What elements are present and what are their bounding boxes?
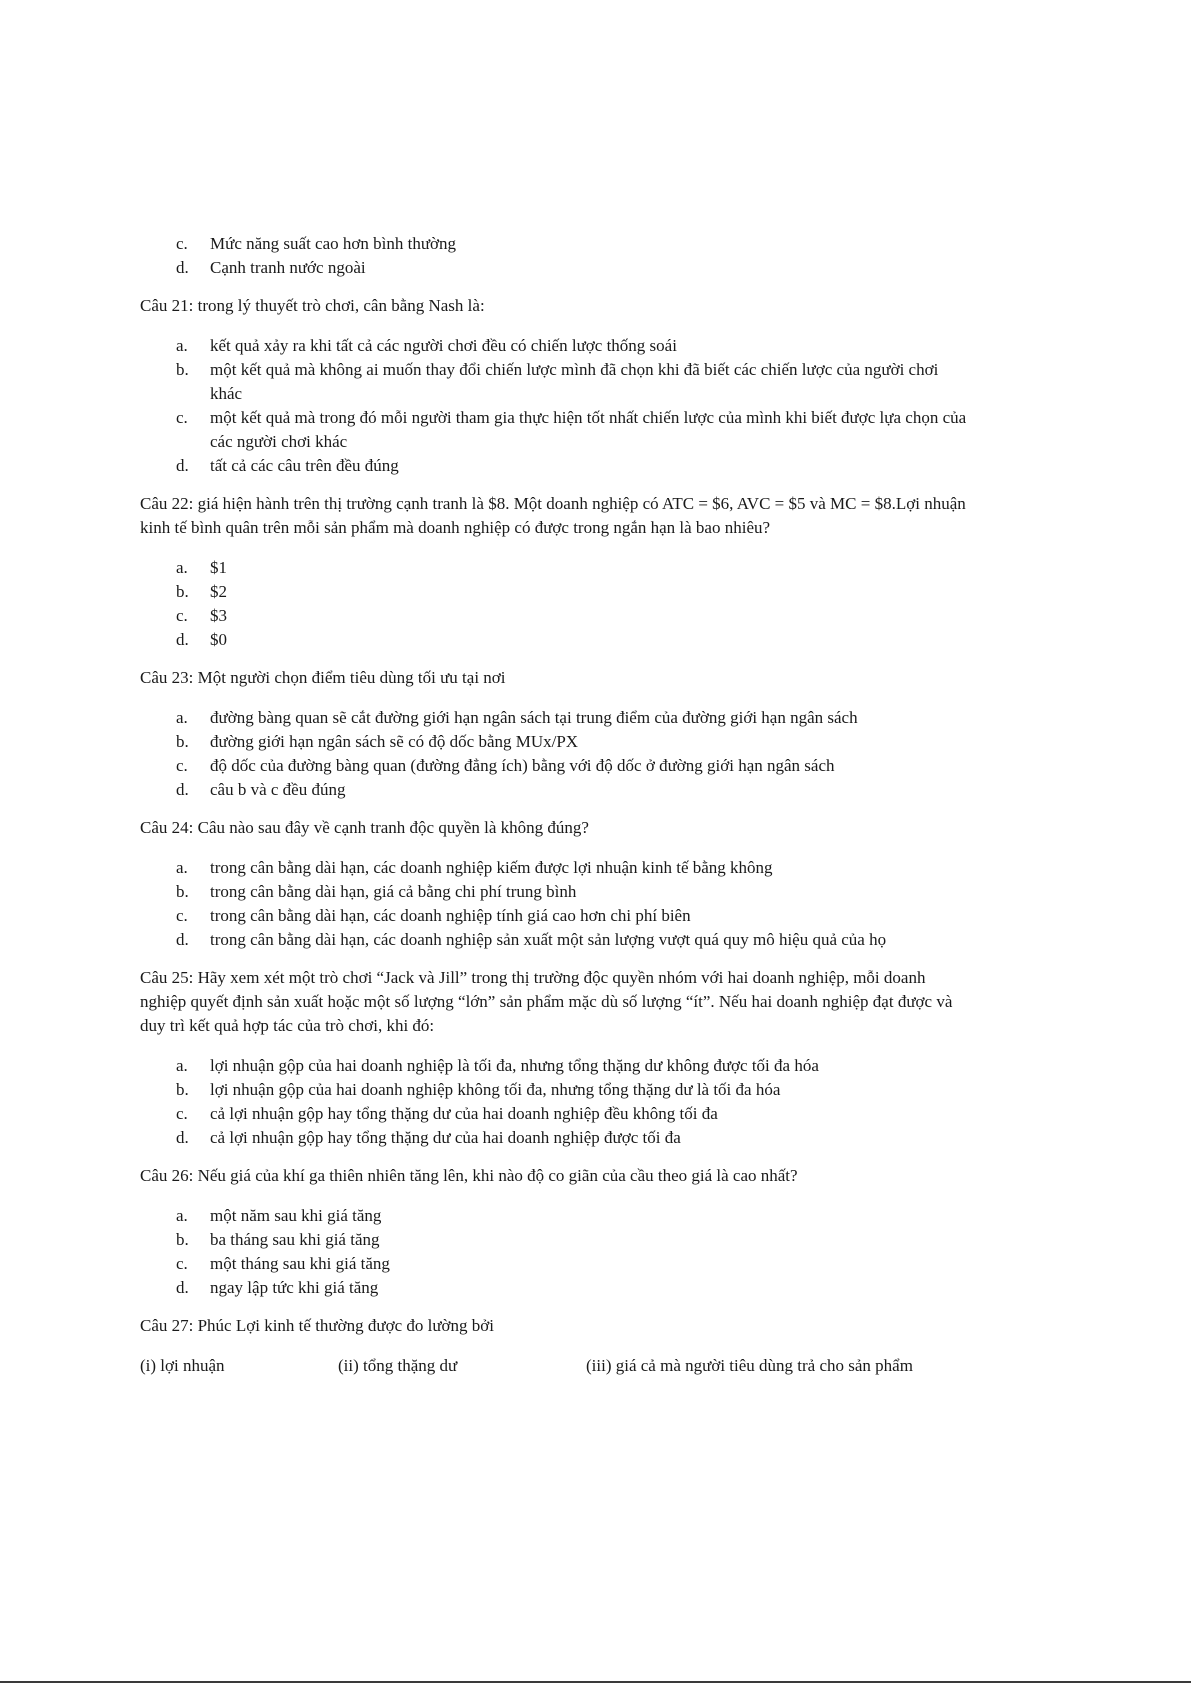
option-c: c. Mức năng suất cao hơn bình thường [176,234,457,253]
option-a: a. một năm sau khi giá tăng [176,1206,382,1225]
option-d: d. $0 [176,630,227,649]
item-iii: (iii) giá cả mà người tiêu dùng trả cho sản phẩm [586,1356,913,1375]
option-b: b. một kết quả mà không ai muốn thay đổi chiến lược mình đã chọn khi đã biết các chiến lược của người chơi khác [176,360,939,403]
option-c: c. cả lợi nhuận gộp hay tổng thặng dư của hai doanh nghiệp đều không tối đa [176,1104,718,1123]
option-b: b. lợi nhuận gộp của hai doanh nghiệp không tối đa, nhưng tổng thặng dư là tối đa hóa [176,1080,781,1099]
option-d: d. tất cả các câu trên đều đúng [176,456,399,475]
option-a: a. $1 [176,558,227,577]
question-22: Câu 22: giá hiện hành trên thị trường cạnh tranh là $8. Một doanh nghiệp có ATC = $6, AVC = $5 và MC = $8.Lợi nhuận kinh tế bình quân trên mỗi sản phẩm mà doanh nghiệp có được trong ngắn hạn là bao nhiêu? [140,494,966,537]
item-i: (i) lợi nhuận [140,1356,225,1375]
option-a: a. đường bàng quan sẽ cắt đường giới hạn ngân sách tại trung điểm của đường giới hạn ngân sách [176,708,858,727]
intro-options [140,232,970,280]
question-23-options [140,706,970,802]
question-21: Câu 21: trong lý thuyết trò chơi, cân bằng Nash là: [140,296,485,315]
question-21-options [140,334,970,478]
option-c: c. trong cân bằng dài hạn, các doanh nghiệp tính giá cao hơn chi phí biên [176,906,691,925]
option-a: a. lợi nhuận gộp của hai doanh nghiệp là tối đa, nhưng tổng thặng dư không được tối đa hóa [176,1056,819,1075]
question-24: Câu 24: Câu nào sau đây về cạnh tranh độc quyền là không đúng? [140,818,589,837]
option-a: a. kết quả xảy ra khi tất cả các người chơi đều có chiến lược thống soái [176,336,677,355]
page-bottom-rule [0,1681,1191,1683]
question-26-options [140,1204,970,1300]
item-ii: (ii) tổng thặng dư [338,1356,458,1375]
option-d: d. ngay lập tức khi giá tăng [176,1278,379,1297]
option-a: a. trong cân bằng dài hạn, các doanh nghiệp kiếm được lợi nhuận kinh tế bằng không [176,858,773,877]
option-d: d. câu b và c đều đúng [176,780,346,799]
question-23: Câu 23: Một người chọn điểm tiêu dùng tối ưu tại nơi [140,668,506,687]
question-25-options [140,1054,970,1150]
option-b: b. trong cân bằng dài hạn, giá cả bằng chi phí trung bình [176,882,577,901]
option-c: c. một kết quả mà trong đó mỗi người tham gia thực hiện tốt nhất chiến lược của mình khi biết được lựa chọn của các người chơi khác [176,408,967,451]
option-d: d. trong cân bằng dài hạn, các doanh nghiệp sản xuất một sản lượng vượt quá quy mô hiệu quả của họ [176,930,887,949]
option-c: c. độ dốc của đường bàng quan (đường đẳng ích) bằng với độ dốc ở đường giới hạn ngân sách [176,756,835,775]
option-d: d. cả lợi nhuận gộp hay tổng thặng dư của hai doanh nghiệp được tối đa [176,1128,681,1147]
question-27-items [140,1354,970,1378]
option-b: b. đường giới hạn ngân sách sẽ có độ dốc bằng MUx/PX [176,732,579,751]
question-27: Câu 27: Phúc Lợi kinh tế thường được đo lường bởi [140,1316,495,1335]
option-c: c. một tháng sau khi giá tăng [176,1254,390,1273]
question-24-options [140,856,970,952]
option-d: d. Cạnh tranh nước ngoài [176,258,366,277]
document-page [140,232,970,1378]
option-b: b. $2 [176,582,227,601]
question-22-options [140,556,970,652]
question-25: Câu 25: Hãy xem xét một trò chơi “Jack và Jill” trong thị trường độc quyền nhóm với hai doanh nghiệp, mỗi doanh nghiệp quyết định sản xuất hoặc một số lượng “lớn” sản phẩm mặc dù số lượng “ít”. Nếu hai doanh nghiệp đạt được và duy trì kết quả hợp tác của trò chơi, khi đó: [140,968,953,1035]
option-c: c. $3 [176,606,227,625]
option-b: b. ba tháng sau khi giá tăng [176,1230,380,1249]
question-26: Câu 26: Nếu giá của khí ga thiên nhiên tăng lên, khi nào độ co giãn của cầu theo giá là cao nhất? [140,1166,798,1185]
